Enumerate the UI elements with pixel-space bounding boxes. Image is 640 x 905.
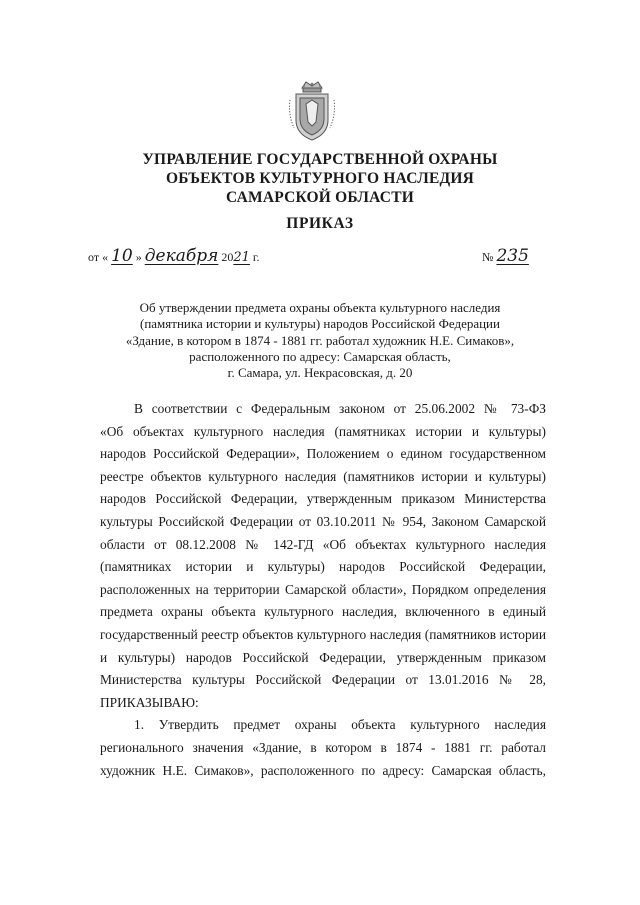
body-line-17: художник Н.Е. Симаков», расположенного по адресу: Самарская область, [100,762,546,778]
body-line-10: предмета охраны объекта культурного наследия, включенного в единый [100,604,546,620]
document-type: ПРИКАЗ [286,215,354,232]
date-day: 10 [111,246,133,266]
body-line-5: народов Российской Федерации, утвержденным приказом Министерства [100,491,546,507]
body-line-4: реестре объектов культурного наследия (памятников истории и культуры) [100,468,546,484]
body-line-3: народов Российской Федерации», Положением о едином государственном [100,446,546,462]
subject-line-1: Об утверждении предмета охраны объекта культурного наследия [139,300,501,315]
order-body [100,398,546,782]
body-line-15: 1. Утвердить предмет охраны объекта культурного наследия [134,717,546,733]
order-subject [110,300,530,381]
date-year-suffix: 21 [233,250,250,265]
body-line-6: культуры Российской Федерации от 03.10.2011 № 954, Законом Самарской [100,513,546,529]
body-line-8: (памятниках истории и культуры) народов Российской Федерации, [100,559,546,575]
subject-line-3: «Здание, в котором в 1874 - 1881 гг. работал художник Н.Е. Симаков», [125,332,515,348]
subject-line-4: расположенного по адресу: Самарская область, [189,348,451,364]
order-date [88,246,260,266]
date-year-prefix: 20 [221,250,234,264]
date-suffix: г. [252,250,260,264]
number-prefix: № [482,250,494,264]
issuer-line-3: САМАРСКОЙ ОБЛАСТИ [225,189,414,206]
body-line-13: Министерства культуры Российской Федерации от 13.01.2016 № 28, [100,672,546,688]
issuer-line-1: УПРАВЛЕНИЕ ГОСУДАРСТВЕННОЙ ОХРАНЫ [142,151,498,168]
coat-of-arms-icon [286,78,338,144]
body-line-7: области от 08.12.2008 № 142-ГД «Об объектах культурного наследия [100,536,546,552]
date-prefix: от « [88,250,109,264]
body-line-16: регионального значения «Здание, в котором в 1874 - 1881 гг. работал [100,739,546,755]
date-mid: » [135,250,142,264]
issuer-header [110,150,530,207]
body-line-1: В соответствии с Федеральным законом от 25.06.2002 № 73-ФЗ [134,401,546,416]
subject-line-2: (памятника истории и культуры) народов Российской Федерации [140,316,500,332]
order-directive: ПРИКАЗЫВАЮ: [100,694,199,710]
date-month: декабря [144,246,219,266]
number-value: 235 [496,246,529,266]
order-number [482,246,529,266]
issuer-line-2: ОБЪЕКТОВ КУЛЬТУРНОГО НАСЛЕДИЯ [165,170,475,187]
body-line-11: государственный реестр объектов культурного наследия (памятников истории [100,626,546,642]
body-line-9: расположенных на территории Самарской области», Порядком определения [100,581,546,597]
subject-line-5: г. Самара, ул. Некрасовская, д. 20 [227,365,413,381]
body-line-12: и культуры) народов Российской Федерации, утвержденным приказом [100,649,546,665]
body-line-2: «Об объектах культурного наследия (памятниках истории и культуры) [100,423,546,439]
